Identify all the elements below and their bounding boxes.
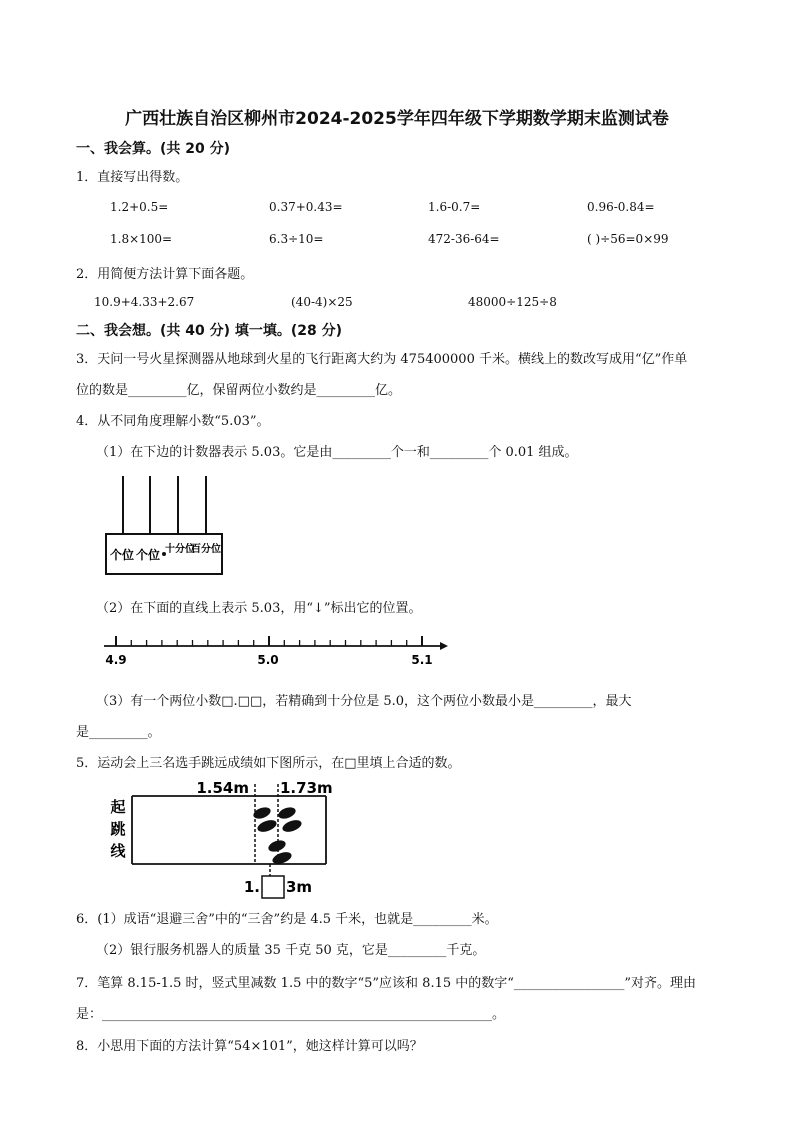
number-line-label: 5.0 bbox=[257, 653, 279, 667]
arrow-head-icon bbox=[440, 642, 448, 650]
q2-label: 2．用简便方法计算下面各题。 bbox=[76, 267, 254, 282]
abacus-label: 个位 bbox=[135, 548, 161, 562]
q2-item: 48000÷125÷8 bbox=[468, 295, 557, 309]
q1-label: 1．直接写出得数。 bbox=[76, 170, 189, 185]
q7-text: 7．笔算 8.15-1.5 时，竖式里减数 1.5 中的数字“5”应该和 8.15 中的数字“_________________”对齐。理由 bbox=[76, 976, 697, 991]
q8-label: 8．小思用下面的方法计算“54×101”，她这样计算可以吗？ bbox=[76, 1039, 423, 1054]
answer-prefix: 1. bbox=[243, 878, 260, 896]
section-1-heading: 一、我会算。(共 20 分) bbox=[76, 141, 231, 157]
q1-item: 0.96-0.84= bbox=[587, 200, 655, 214]
q7-text: 是：____________________________________________________________。 bbox=[76, 1007, 506, 1022]
q2-item: (40-4)×25 bbox=[291, 295, 353, 309]
q1-item: 0.37+0.43= bbox=[269, 200, 343, 214]
section-2-heading: 二、我会想。(共 40 分) 填一填。(28 分) bbox=[76, 323, 343, 339]
q1-item: 1.8×100= bbox=[110, 232, 173, 246]
abacus-label: 十分位 bbox=[165, 544, 195, 555]
q4-part3: （3）有一个两位小数□.□□，若精确到十分位是 5.0，这个两位小数最小是_________，最大 bbox=[96, 694, 632, 709]
jump-mark-label: 1.54m bbox=[196, 779, 249, 797]
q3-text: 位的数是_________亿，保留两位小数约是_________亿。 bbox=[76, 383, 402, 398]
q5-label: 5．运动会上三名选手跳远成绩如下图所示，在□里填上合适的数。 bbox=[76, 756, 461, 771]
q6-part1: 6．(1）成语“退避三舍”中的“三舍”约是 4.5 千米，也就是_________米。 bbox=[76, 912, 498, 927]
q1-item: 6.3÷10= bbox=[269, 232, 324, 246]
number-line-ticks bbox=[116, 636, 422, 646]
q4-part1: （1）在下边的计数器表示 5.03。它是由_________个一和_________个 0.01 组成。 bbox=[96, 445, 578, 460]
answer-box[interactable] bbox=[262, 876, 284, 898]
number-line bbox=[100, 628, 450, 672]
start-line-char: 起 bbox=[110, 798, 126, 816]
q2-item: 10.9+4.33+2.67 bbox=[94, 295, 195, 309]
q4-part2: （2）在下面的直线上表示 5.03，用“↓”标出它的位置。 bbox=[96, 601, 422, 616]
abacus-label: 百分位 bbox=[191, 544, 221, 555]
q4-label: 4．从不同角度理解小数“5.03”。 bbox=[76, 414, 270, 429]
q3-text: 3．天问一号火星探测器从地球到火星的飞行距离大约为 475400000 千米。横线上的数改写成用“亿”作单 bbox=[76, 352, 688, 367]
abacus-label: 个位 bbox=[109, 548, 135, 562]
start-line-char: 线 bbox=[110, 842, 126, 860]
number-line-label: 5.1 bbox=[411, 653, 433, 667]
abacus-counter bbox=[100, 472, 230, 580]
answer-suffix: 3m bbox=[286, 878, 313, 896]
q6-part2: （2）银行服务机器人的质量 35 千克 50 克，它是_________千克。 bbox=[96, 943, 486, 958]
q1-item: 1.6-0.7= bbox=[428, 200, 481, 214]
start-line-char: 跳 bbox=[110, 820, 126, 838]
page-title: 广西壮族自治区柳州市2024-2025学年四年级下学期数学期末监测试卷 bbox=[125, 109, 669, 129]
q1-item: 1.2+0.5= bbox=[110, 200, 169, 214]
q1-item: 472-36-64= bbox=[428, 232, 500, 246]
long-jump-diagram bbox=[100, 776, 340, 900]
number-line-label: 4.9 bbox=[105, 653, 127, 667]
q4-part3: 是_________。 bbox=[76, 725, 161, 740]
q1-item: ( )÷56=0×99 bbox=[587, 232, 669, 246]
jump-mark-label: 1.73m bbox=[280, 779, 333, 797]
